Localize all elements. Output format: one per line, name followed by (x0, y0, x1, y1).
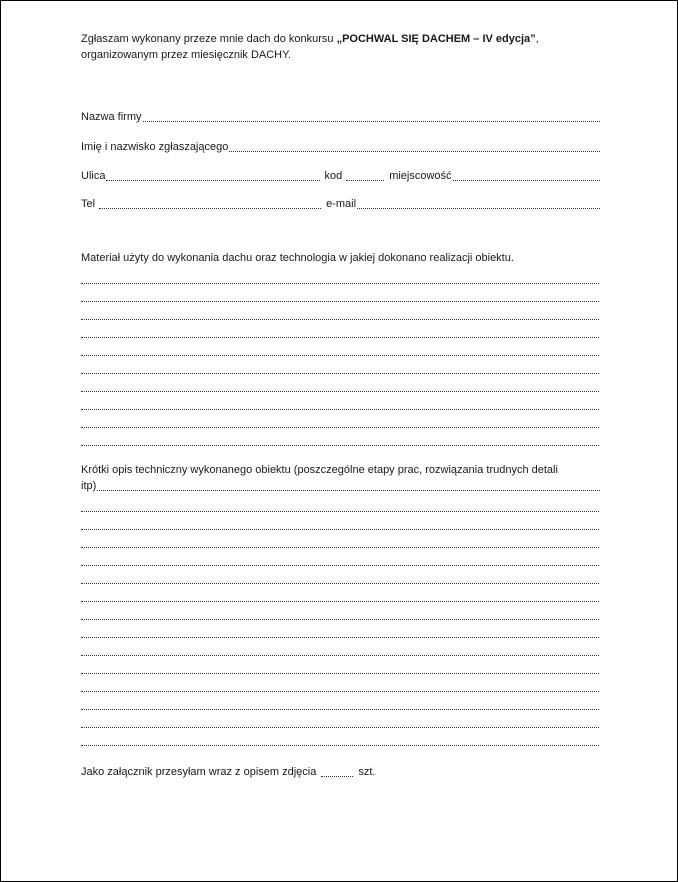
description-section-title: Krótki opis techniczny wykonanego obiektu (poszczególne etapy prac, rozwiązania trudnych detali (81, 464, 558, 476)
attachment-unit: szt. (358, 766, 376, 778)
name-field-row (81, 139, 601, 155)
material-blank-line[interactable] (81, 410, 599, 428)
material-blank-line[interactable] (81, 266, 599, 284)
company-label: Nazwa firmy (81, 111, 142, 123)
intro-paragraph (81, 31, 601, 63)
material-blank-line[interactable] (81, 356, 599, 374)
photo-count-input-line[interactable] (321, 765, 353, 777)
intro-comma: , (535, 33, 539, 45)
attachment-label: Jako załącznik przesyłam wraz z opisem zdjęcia (81, 766, 317, 778)
material-blank-line[interactable] (81, 338, 599, 356)
description-blank-line[interactable] (81, 584, 599, 602)
description-lines (81, 494, 601, 746)
material-blank-line[interactable] (81, 302, 599, 320)
attachment-row (81, 764, 601, 780)
city-input-line[interactable] (453, 169, 600, 181)
description-blank-line[interactable] (81, 692, 599, 710)
description-blank-line[interactable] (81, 620, 599, 638)
email-input-line[interactable] (357, 197, 600, 209)
description-blank-line[interactable] (81, 674, 599, 692)
material-blank-line[interactable] (81, 320, 599, 338)
name-label: Imię i nazwisko zgłaszającego (81, 141, 229, 153)
contact-field-row (81, 196, 601, 212)
contest-name: „POCHWAL SIĘ DACHEM – IV edycja” (336, 33, 536, 45)
description-blank-line[interactable] (81, 494, 599, 512)
company-field-row (81, 109, 601, 125)
material-blank-line[interactable] (81, 428, 599, 446)
intro-organizer: organizowanym przez miesięcznik DACHY. (81, 49, 292, 61)
description-blank-line[interactable] (81, 548, 599, 566)
description-blank-line[interactable] (81, 566, 599, 584)
material-lines (81, 266, 601, 446)
description-blank-line[interactable] (81, 530, 599, 548)
intro-text: Zgłaszam wykonany przeze mnie dach do konkursu (81, 33, 337, 45)
form-content (81, 31, 601, 780)
city-label: miejscowość (389, 170, 452, 182)
description-blank-line[interactable] (81, 512, 599, 530)
postcode-input-line[interactable] (346, 169, 384, 181)
description-section-title-end: itp) (81, 480, 97, 492)
description-blank-line[interactable] (81, 656, 599, 674)
phone-input-line[interactable] (99, 197, 321, 209)
postcode-label: kod (324, 170, 343, 182)
description-title-line2-row (81, 478, 601, 494)
company-input-line[interactable] (143, 110, 600, 122)
phone-label: Tel (81, 198, 96, 210)
description-input-line[interactable] (97, 479, 600, 491)
description-blank-line[interactable] (81, 602, 599, 620)
material-blank-line[interactable] (81, 374, 599, 392)
description-blank-line[interactable] (81, 710, 599, 728)
material-blank-line[interactable] (81, 392, 599, 410)
description-blank-line[interactable] (81, 728, 599, 746)
street-input-line[interactable] (106, 169, 320, 181)
street-label: Ulica (81, 170, 106, 182)
description-blank-line[interactable] (81, 638, 599, 656)
material-blank-line[interactable] (81, 284, 599, 302)
address-field-row (81, 168, 601, 184)
email-label: e-mail (326, 198, 357, 210)
material-section-title: Materiał użyty do wykonania dachu oraz technologia w jakiej dokonano realizacji obiektu. (81, 252, 514, 264)
name-input-line[interactable] (229, 140, 600, 152)
